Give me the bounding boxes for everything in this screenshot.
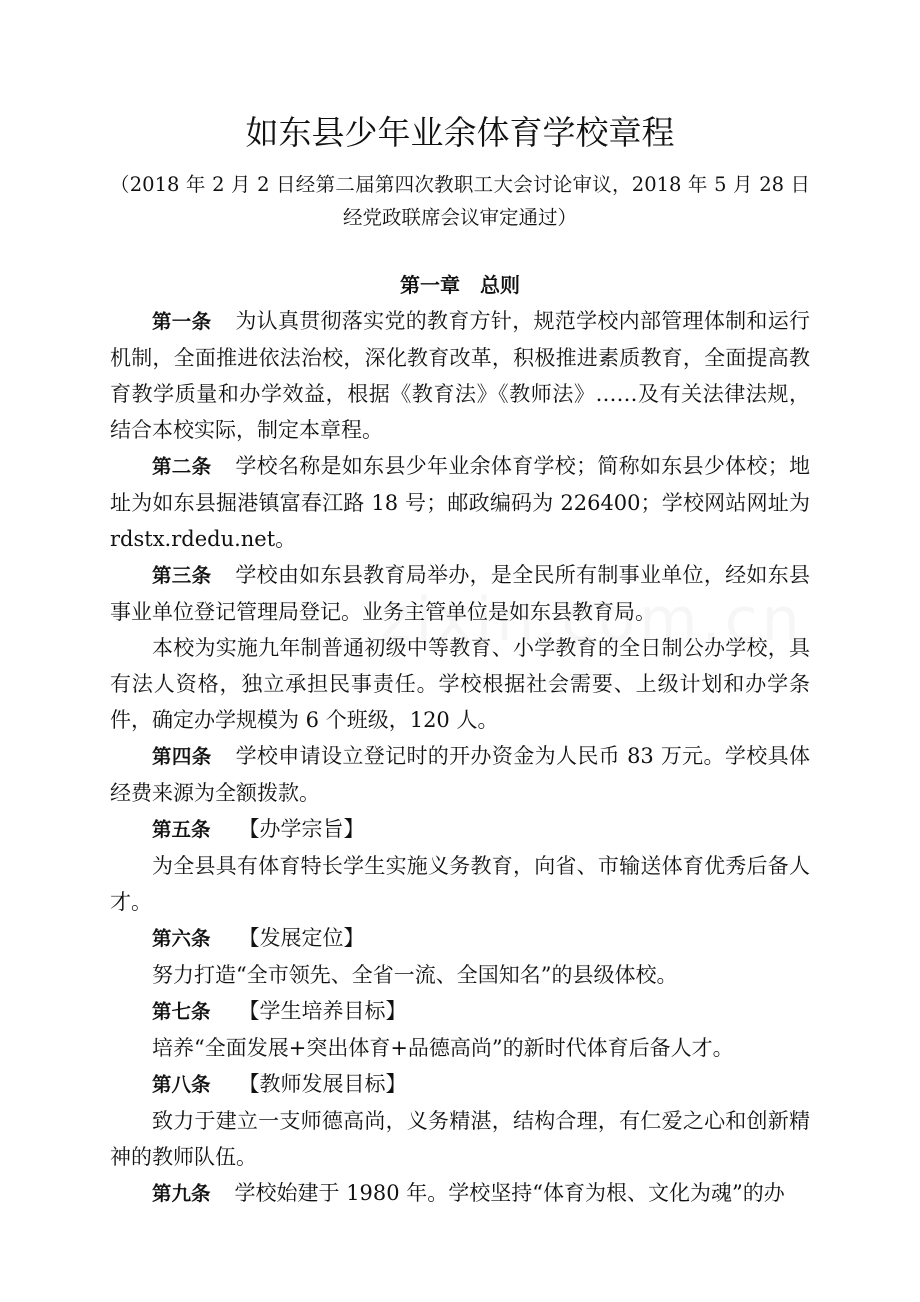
article-text: 为认真贯彻落实党的教育方针，规范学校内部管理体制和运行机制，全面推进依法治校，深化教育改革，积极推进素质教育，全面提高教育教学质量和办学效益，根据《教育法》《教师法》……及有关法律法规，结合本校实际，制定本章程。	[110, 309, 810, 442]
article-3	[110, 557, 810, 630]
article-4	[110, 738, 810, 811]
article-label: 第一条	[152, 310, 212, 333]
article-7-text: 培养“全面发展+突出体育+品德高尚”的新时代体育后备人才。	[152, 1036, 734, 1060]
article-8-text: 致力于建立一支师德高尚，义务精湛，结构合理，有仁爱之心和创新精神的教师队伍。	[110, 1109, 810, 1169]
article-label: 第五条	[152, 818, 211, 841]
article-heading: 【发展定位】	[238, 926, 365, 950]
article-7-heading	[110, 993, 810, 1030]
article-text: 学校始建于 1980 年。学校坚持“体育为根、文化为魂”的办	[234, 1181, 785, 1205]
article-1	[110, 303, 810, 448]
article-label: 第四条	[152, 745, 212, 768]
article-label: 第七条	[152, 1000, 211, 1023]
article-heading: 【办学宗旨】	[238, 817, 365, 841]
article-6-heading	[110, 920, 810, 957]
article-2	[110, 448, 810, 557]
article-5-heading	[110, 811, 810, 848]
article-heading: 【教师发展目标】	[238, 1072, 407, 1096]
document-title: 如东县少年业余体育学校章程	[245, 113, 675, 152]
article-text: 学校名称是如东县少年业余体育学校；简称如东县少体校；地址为如东县掘港镇富春江路 18 号；邮政编码为 226400；学校网站网址为 rdstx.rdedu.net。	[110, 454, 810, 551]
article-3-paragraph-2: 本校为实施九年制普通初级中等教育、小学教育的全日制公办学校，具有法人资格，独立承担民事责任。学校根据社会需要、上级计划和办学条件，确定办学规模为 6 个班级，120 人。	[110, 636, 810, 732]
document-body	[110, 303, 810, 1212]
article-9	[110, 1175, 810, 1212]
article-heading: 【学生培养目标】	[238, 999, 407, 1023]
article-8-heading	[110, 1066, 810, 1103]
article-label: 第九条	[152, 1182, 211, 1205]
article-label: 第三条	[152, 564, 212, 587]
article-text: 学校申请设立登记时的开办资金为人民币 83 万元。学校具体经费来源为全额拨款。	[110, 744, 810, 805]
article-5-text: 为全县具有体育特长学生实施义务教育，向省、市输送体育优秀后备人才。	[110, 854, 810, 914]
document-subtitle: （2018 年 2 月 2 日经第二届第四次教职工大会讨论审议，2018 年 5 月 28 日经党政联席会议审定通过）	[110, 173, 810, 229]
article-text: 学校由如东县教育局举办，是全民所有制事业单位，经如东县事业单位登记管理局登记。业务主管单位是如东县教育局。	[110, 563, 810, 624]
chapter-heading: 第一章 总则	[400, 273, 520, 297]
article-label: 第八条	[152, 1073, 211, 1096]
article-label: 第二条	[152, 455, 212, 478]
article-6-text: 努力打造“全市领先、全省一流、全国知名”的县级体校。	[152, 963, 678, 987]
article-label: 第六条	[152, 927, 211, 950]
